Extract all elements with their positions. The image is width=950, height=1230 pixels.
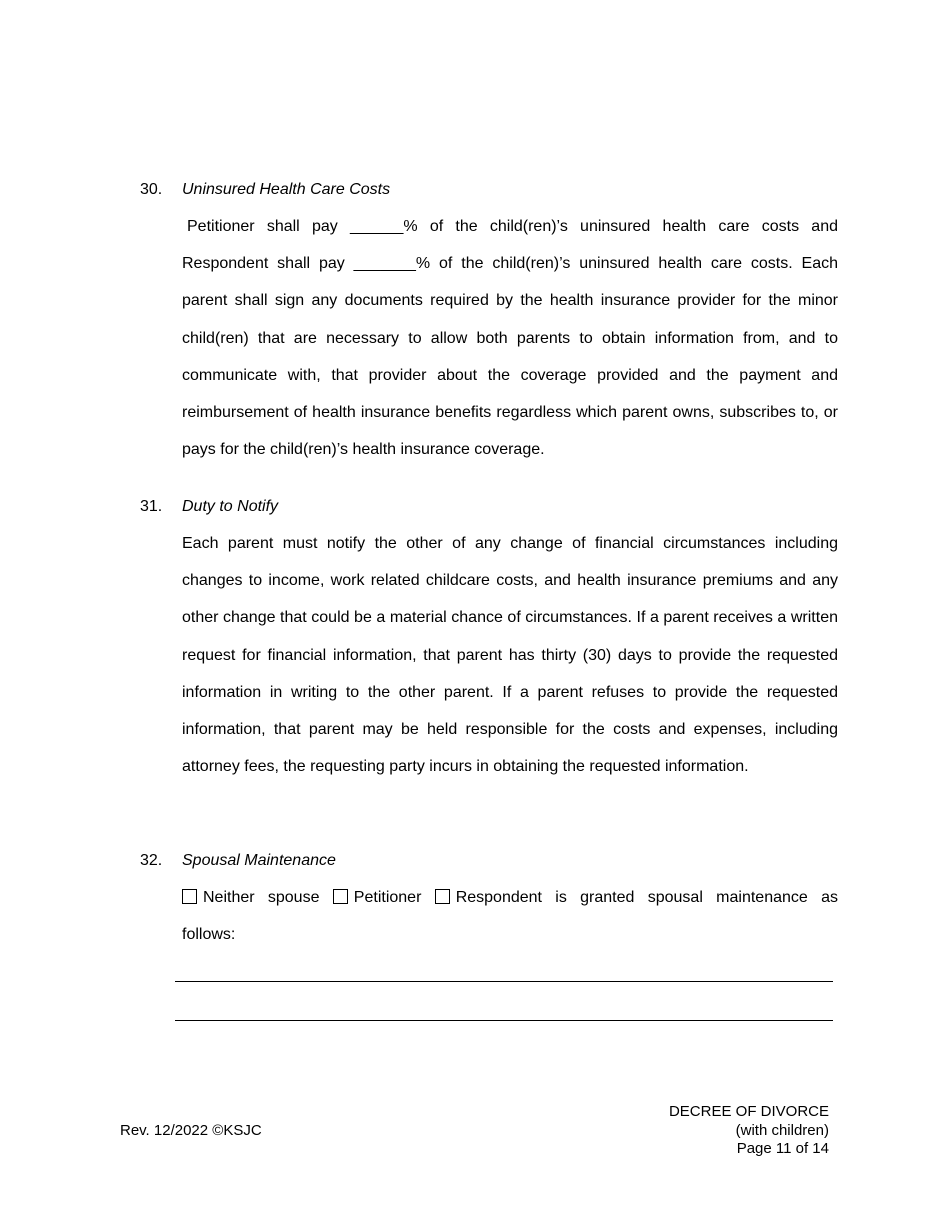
respondent-label: Respondent is granted spousal maintenance as — [455, 889, 838, 906]
section-title: Duty to Notify — [182, 498, 279, 515]
section-title: Spousal Maintenance — [182, 852, 336, 869]
footer-doc-subtitle: (with children) — [735, 1121, 829, 1139]
section-heading — [140, 497, 838, 517]
petitioner-checkbox[interactable] — [333, 889, 348, 904]
section-heading — [140, 180, 838, 200]
fill-in-line[interactable] — [175, 981, 833, 982]
section-number: 30. — [140, 181, 163, 198]
neither-spouse-checkbox[interactable] — [182, 889, 197, 904]
section-30 — [140, 180, 838, 468]
footer-revision: Rev. 12/2022 ©KSJC — [120, 1122, 262, 1139]
section-heading — [140, 851, 838, 871]
footer-page-number: Page 11 of 14 — [736, 1140, 829, 1157]
section-body: Each parent must notify the other of any change of financial circumstances including changes to income, work related childcare costs, and health insurance premiums and any other change that could be a material chance of circumstances. If a parent receives a written request for financial information, that parent has thirty (30) days to provide the requested information in writing to the other parent. If a parent refuses to provide the requested information, that parent may be held responsible for the costs and expenses, including attorney fees, the requesting party incurs in obtaining the requested information. — [182, 535, 838, 776]
petitioner-label: Petitioner — [353, 889, 422, 906]
section-number: 32. — [140, 852, 163, 869]
section-31 — [140, 497, 838, 785]
section-32 — [140, 851, 838, 953]
footer-doc-title: DECREE OF DIVORCE — [668, 1103, 829, 1120]
fill-in-line[interactable] — [175, 1020, 833, 1021]
section-title: Uninsured Health Care Costs — [182, 181, 391, 198]
continuation-text: follows: — [182, 926, 236, 943]
neither-spouse-label: Neither spouse — [203, 889, 320, 906]
respondent-checkbox[interactable] — [435, 889, 450, 904]
spousal-maintenance-options — [182, 879, 838, 916]
section-body: Petitioner shall pay ______% of the child(ren)’s uninsured health care costs and Respondent shall pay _______% of the child(ren)’s uninsured health care costs. Each parent shall sign any documents required by the health insurance provider for the minor child(ren) that are necessary to allow both parents to obtain information from, and to communicate with, that provider about the coverage provided and the payment and reimbursement of health insurance benefits regardless which parent owns, subscribes to, or pays for the child(ren)’s health insurance coverage. — [182, 218, 838, 459]
footer-document-info — [669, 1103, 829, 1159]
section-number: 31. — [140, 498, 163, 515]
